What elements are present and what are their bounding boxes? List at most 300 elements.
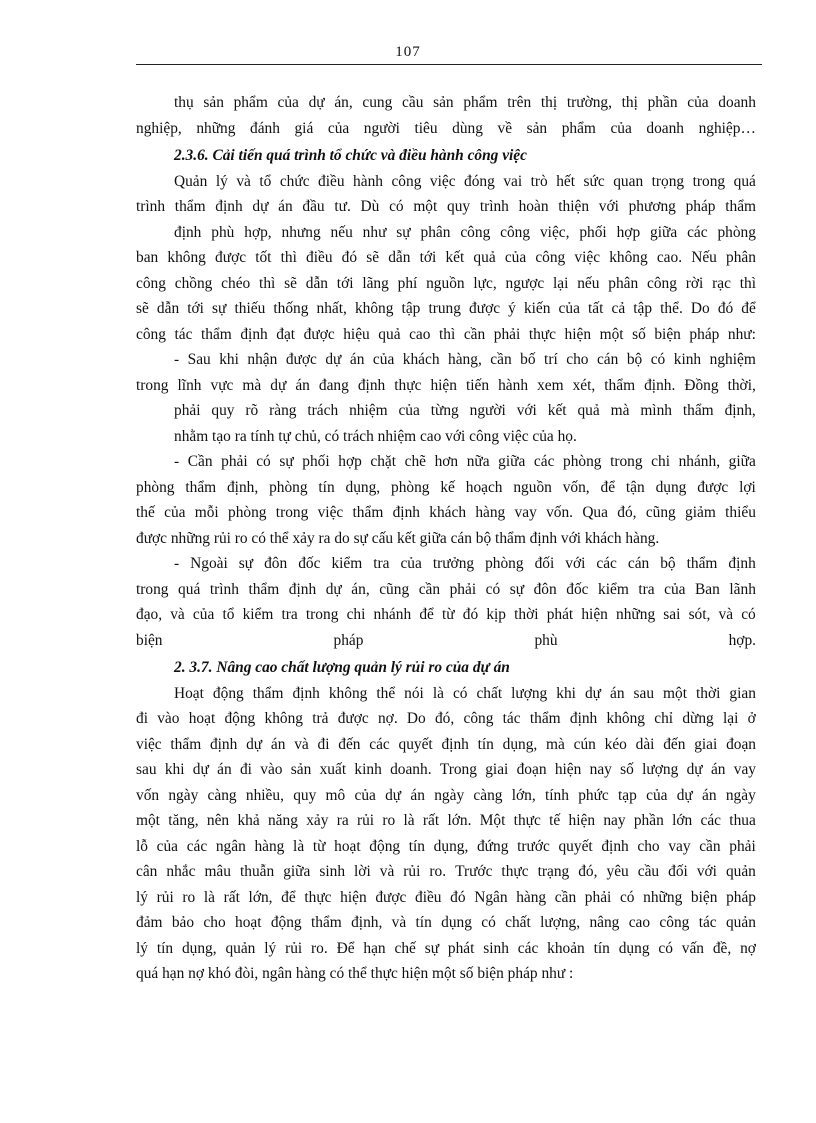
word: định, [724, 402, 756, 419]
word: số [632, 325, 646, 343]
word: dụng, [433, 837, 469, 855]
word: định [174, 223, 202, 241]
word: thuẫn [239, 863, 275, 880]
word: động [369, 837, 401, 855]
word: thiếu [234, 300, 266, 317]
text-line [136, 116, 756, 142]
word: phải [449, 580, 477, 598]
word: sức [583, 172, 605, 190]
word: trong [136, 580, 169, 598]
word: như: [727, 325, 756, 343]
word: tất [588, 300, 604, 317]
word: đến [663, 735, 686, 753]
word: lợi [739, 478, 756, 496]
word: Cần [187, 453, 213, 470]
text-line [136, 500, 756, 526]
word: tra [373, 555, 390, 572]
word: pháp [726, 888, 756, 906]
word: lại [553, 274, 569, 292]
word: tính [544, 786, 569, 804]
word: được [697, 478, 729, 496]
word: thực [513, 812, 541, 829]
word: cần [463, 325, 486, 343]
word: một [599, 325, 624, 343]
word: giảm [685, 504, 716, 521]
word: thị [540, 94, 558, 111]
word: quyết [558, 837, 593, 855]
word: phát [447, 939, 475, 957]
word: chéo [221, 274, 251, 292]
word: sự [212, 300, 227, 317]
word: lớn. [447, 812, 472, 829]
word: trò [530, 172, 548, 190]
word: vay [514, 504, 537, 521]
word: tới [419, 249, 437, 266]
text-line [136, 602, 756, 628]
word: thẩm [682, 402, 714, 419]
word: bộ [626, 351, 643, 368]
word: thẩm [352, 504, 384, 521]
word: giữa [728, 453, 756, 470]
word: để [419, 606, 434, 623]
word: dụng [441, 914, 472, 931]
word: của [398, 402, 420, 419]
text-line [136, 910, 756, 936]
word: lãng [362, 274, 389, 292]
word: và [236, 172, 251, 190]
word: dự [325, 580, 342, 598]
word: nhiệm [349, 402, 388, 419]
text-line [136, 449, 756, 475]
word: tận [625, 478, 645, 496]
word: hàng [254, 837, 285, 855]
word: sản [526, 119, 548, 137]
word: thẩm [174, 198, 206, 215]
word: phẩm [561, 119, 596, 137]
word: kiểm [331, 555, 363, 572]
word: dự [246, 735, 263, 753]
word: nếu [577, 274, 600, 292]
word: từng [430, 402, 459, 419]
word: hàng [475, 504, 506, 521]
word: lý [215, 172, 228, 190]
word: án [295, 376, 310, 394]
word: công [463, 710, 494, 727]
word: thua [729, 812, 756, 829]
word: và [379, 863, 395, 880]
word: đi [239, 761, 252, 778]
word: thế [136, 504, 155, 521]
word: thống [273, 300, 309, 317]
word: tác [698, 914, 717, 931]
word: có [650, 351, 666, 368]
word: sinh [483, 939, 509, 957]
word: lượng [642, 761, 679, 778]
word: tế [549, 812, 561, 829]
word: thì [280, 249, 297, 266]
text-line [136, 245, 756, 271]
word: trọng [651, 172, 685, 190]
word: việc [136, 735, 162, 753]
word: rời [685, 274, 704, 292]
word: hợp [338, 453, 362, 470]
word: đối [534, 555, 555, 572]
word: thẩm [201, 325, 232, 343]
word: sinh [319, 863, 346, 880]
word: ý [508, 300, 516, 317]
word: định [728, 555, 756, 572]
word: phát [546, 606, 574, 623]
word: một [136, 812, 160, 829]
word: giai [485, 761, 509, 778]
word: - [174, 555, 180, 572]
word: khoản [547, 939, 585, 957]
word: càng [207, 786, 237, 804]
word: án [278, 198, 293, 215]
word: ngày [725, 786, 756, 804]
word: phải [584, 888, 612, 906]
word: lý [136, 888, 148, 906]
word: đi [317, 735, 330, 753]
text-line [136, 322, 756, 348]
word: của [277, 94, 299, 111]
word: dự [308, 94, 325, 111]
word: không [354, 300, 394, 317]
word: vốn [136, 786, 160, 804]
word: lỗ [136, 837, 148, 855]
word: trình [136, 198, 166, 215]
word: nợ. [377, 710, 398, 727]
word: trong [610, 453, 643, 470]
word: Dù [360, 198, 380, 215]
text-line [136, 783, 756, 809]
word: nói [404, 684, 424, 702]
word: dừng [682, 710, 714, 727]
word: việc [317, 504, 344, 521]
word: bảo [171, 914, 195, 931]
word: tín [593, 939, 610, 957]
word: hoạt [188, 710, 216, 727]
word: không [328, 684, 368, 702]
word: các [533, 453, 555, 470]
word: dự [270, 376, 287, 394]
word: lý [136, 939, 148, 957]
word: dụng, [345, 478, 381, 496]
word: phương [628, 198, 676, 215]
word: năng [267, 812, 298, 829]
word: được [337, 710, 369, 727]
word: sản [290, 761, 312, 778]
word: kết [445, 249, 465, 266]
word: trí [544, 351, 558, 368]
word: trưởng [432, 555, 475, 572]
word: định, [226, 478, 259, 496]
word: tổ [222, 606, 235, 623]
word: yêu [606, 863, 629, 880]
word: đó, [617, 504, 637, 521]
word: nếu [330, 223, 353, 241]
word: cần [418, 580, 441, 598]
word: tín [408, 837, 425, 855]
word: dụng [618, 939, 650, 957]
word: trong [275, 504, 309, 521]
word: dự [325, 351, 342, 368]
word: đó [341, 249, 358, 266]
word: Qua [582, 504, 608, 521]
word: cần [554, 888, 577, 906]
word: rủi [285, 939, 303, 957]
word: sau [136, 761, 157, 778]
word: lớn, [511, 786, 536, 804]
word: công [535, 249, 566, 266]
word: đốc [298, 555, 321, 572]
word: quy [447, 198, 471, 215]
word: nhắc [166, 863, 196, 880]
word: khách [429, 504, 467, 521]
word: thiện [558, 198, 590, 215]
word: và [170, 606, 185, 623]
word: lời [354, 863, 371, 880]
word: định [441, 735, 469, 753]
word: tiến [465, 376, 490, 394]
word: nguồn [426, 274, 465, 292]
word: định [292, 684, 320, 702]
word: quản [725, 914, 756, 931]
word: dẫn [156, 300, 180, 317]
word: ro. [429, 863, 447, 880]
word: tư. [334, 198, 351, 215]
word: đánh [250, 119, 280, 137]
word: phần [633, 812, 664, 829]
word: án [609, 684, 625, 702]
word: của [504, 249, 527, 266]
word: là [403, 812, 415, 829]
word: án, [334, 94, 353, 111]
word: Trong [439, 761, 477, 778]
word: quả [473, 249, 496, 266]
text-line: quá hạn nợ khó đòi, ngân hàng có thể thực hiện một số biện pháp như : [136, 965, 574, 982]
word: thẩm [725, 198, 756, 215]
word: vai [503, 172, 523, 190]
word: thời [696, 684, 721, 702]
word: được [469, 300, 501, 317]
word: ro [382, 812, 396, 829]
word: hàng [516, 888, 547, 906]
word: động [224, 710, 256, 727]
word: sản [203, 94, 224, 111]
word: dụng [655, 478, 687, 496]
word: lượng, [540, 914, 581, 931]
word: đó [717, 300, 734, 317]
word: tập [633, 300, 653, 317]
word: thẩm [529, 710, 561, 727]
word: Do [406, 710, 426, 727]
word: đang [318, 376, 349, 394]
word: tra [638, 580, 655, 598]
word: nên [206, 812, 230, 829]
word: các [517, 939, 539, 957]
word: đạo, [136, 606, 163, 623]
word: cán [596, 351, 619, 368]
word: phòng [563, 453, 602, 470]
word: kinh [354, 761, 382, 778]
word: việc, [539, 223, 570, 241]
word: cún [573, 735, 596, 753]
word: cao [409, 325, 431, 343]
word: tốt [255, 249, 272, 266]
word: có [481, 914, 496, 931]
text-line [136, 551, 756, 577]
word: được [375, 888, 407, 906]
word: trong [692, 172, 726, 190]
word: đứng [476, 837, 509, 855]
word: tín [477, 735, 494, 753]
word: không [606, 710, 645, 727]
word: định [569, 710, 598, 727]
word: trách [307, 402, 339, 419]
word: hành [353, 172, 383, 190]
text-line: được những rủi ro có thể xảy ra do sự cấu kết giữa cán bộ thẩm định với khách hàng. [136, 529, 660, 547]
word: các [369, 735, 390, 753]
word: thụ [174, 94, 194, 111]
word: biện [690, 888, 718, 906]
word: việc [429, 172, 456, 190]
word: một [413, 198, 438, 215]
word: sự [509, 580, 525, 598]
word: có [619, 888, 635, 906]
word: đôn [264, 555, 288, 572]
word: quy [293, 786, 317, 804]
word: lượng [511, 684, 548, 702]
word: trả [312, 710, 329, 727]
word: phù [534, 631, 558, 649]
word: của [164, 504, 186, 521]
word: của [646, 786, 668, 804]
word: của [156, 837, 179, 855]
word: rủi [356, 812, 375, 829]
word: cần [699, 837, 721, 855]
word: phòng [136, 478, 175, 496]
word: án [217, 761, 232, 778]
word: gian [729, 684, 756, 702]
word: quản [225, 939, 256, 957]
word: biện [136, 631, 163, 649]
word: và [718, 606, 734, 623]
word: vốn. [546, 504, 574, 521]
word: mâu [204, 863, 231, 880]
text-line [136, 706, 756, 732]
word: thẩm [310, 914, 342, 931]
word: một [663, 684, 687, 702]
word: dự [584, 684, 601, 702]
word: xét, [572, 376, 596, 394]
word: nợ [740, 939, 756, 957]
word: dẫn [388, 249, 411, 266]
word: cho [637, 837, 660, 855]
word: ngày [434, 786, 465, 804]
word: quá [178, 580, 201, 598]
word: án [702, 786, 717, 804]
word: chẽ [404, 453, 426, 470]
word: của [192, 606, 215, 623]
word: lại [723, 710, 739, 727]
word: chức [279, 172, 310, 190]
word: Đồng [684, 376, 719, 394]
word: dự [686, 761, 703, 778]
word: đó, [434, 710, 455, 727]
word: sẽ [136, 300, 149, 317]
text-line [136, 757, 756, 783]
section-heading: 2.3.6. Cải tiến quá trình tổ chức và điều hành công việc [174, 147, 527, 164]
word: những [196, 119, 236, 137]
word: nhánh, [678, 453, 721, 470]
word: lý [264, 939, 277, 957]
word: thực [394, 376, 422, 394]
word: công [500, 223, 531, 241]
word: thẩm [686, 555, 718, 572]
word: đóng [464, 172, 495, 190]
word: trung [428, 300, 461, 317]
word: của [610, 119, 632, 137]
word: chế [394, 939, 416, 957]
word: doanh [718, 94, 756, 111]
word: ở [747, 710, 756, 727]
word: phải [493, 325, 521, 343]
text-line [136, 885, 756, 911]
word: định [392, 504, 420, 521]
word: quản [725, 863, 756, 880]
word: phối [302, 453, 330, 470]
word: cho [566, 351, 589, 368]
word: Để [336, 939, 355, 957]
word: các [186, 837, 208, 855]
word: hiện [430, 376, 457, 394]
word: thì [439, 325, 456, 343]
word: khách [402, 351, 440, 368]
word: rất [223, 888, 240, 906]
word: án [410, 786, 425, 804]
word: kiến [523, 300, 551, 317]
word: từ [312, 837, 326, 855]
word: mô [325, 786, 346, 804]
word: những [643, 888, 683, 906]
word: dài [635, 735, 655, 753]
word: ràng [269, 402, 297, 419]
word: các [596, 555, 617, 572]
word: chặt [370, 453, 397, 470]
word: rõ [245, 402, 259, 419]
word: công [136, 325, 166, 343]
text-line [136, 475, 756, 501]
word: hợp [616, 223, 641, 241]
word: hành [498, 376, 529, 394]
word: để [600, 478, 616, 496]
word: hoàn [518, 198, 549, 215]
text-line [136, 808, 756, 834]
word: hiện [581, 606, 608, 623]
word: tổ [259, 172, 272, 190]
word: nay [589, 761, 612, 778]
word: cũng [379, 580, 410, 598]
word: vực [210, 376, 234, 394]
word: trạng [537, 863, 570, 880]
word: phân [608, 274, 639, 292]
word: nhánh [373, 606, 412, 623]
word: phòng [269, 478, 308, 496]
word: định [240, 325, 268, 343]
word: công [659, 914, 690, 931]
text-line [136, 373, 756, 399]
